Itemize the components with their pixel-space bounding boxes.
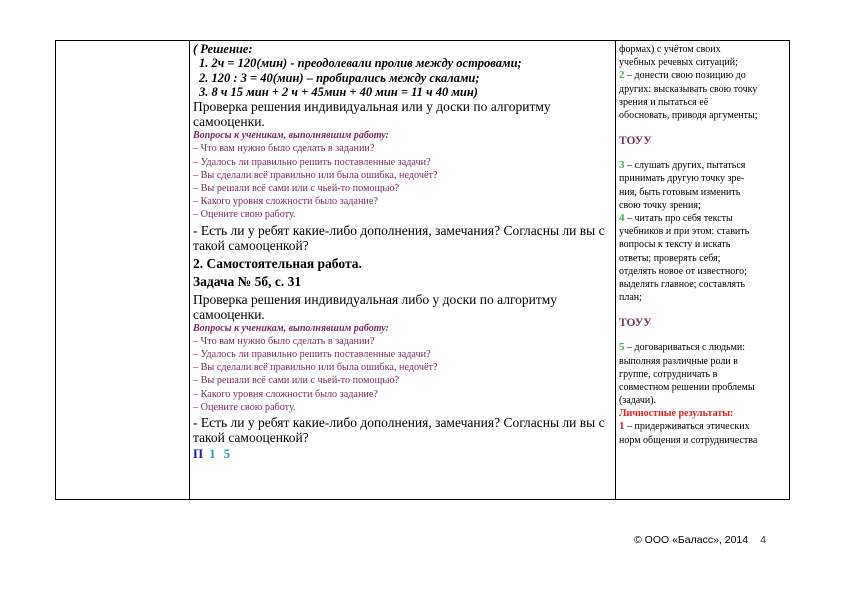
toyy-label: ТОУУ (619, 135, 652, 148)
result-text: – читать про себя тексты (624, 213, 733, 225)
result-text: ния, быть готовым изменить (619, 186, 741, 198)
result-text: выполняя различные роли в (619, 355, 738, 367)
page-footer (634, 534, 766, 546)
result-item-4 (619, 212, 787, 225)
stage-column (56, 41, 189, 499)
question-item: – Вы решали всё сами или с чьей-то помощью? (193, 375, 400, 387)
result-text: формах) с учётом своих (619, 44, 721, 55)
solution-step-1: 1. 2ч = 120(мин) - преодолевали пролив между островами; (199, 56, 522, 71)
result-text: – придерживаться этических (624, 421, 750, 433)
result-text: совместном решении проблемы (619, 382, 755, 394)
additions-question: - Есть ли у ребят какие-либо дополнения, замечания? Согласны ли вы с такой самооценкой? (193, 222, 605, 253)
question-item: – Удалось ли правильно решить поставленные задачи? (193, 156, 431, 168)
result-text: зрения и пытаться её (619, 96, 709, 108)
result-text: других: высказывать свою точку (619, 83, 758, 95)
questions-heading: Вопросы к ученикам, выполнявшим работу: (193, 322, 389, 334)
result-number: 3 (619, 159, 625, 172)
section-heading: 2. Самостоятельная работа. (193, 255, 362, 271)
result-text: принимать другую точку зре- (619, 173, 745, 185)
question-item: – Оцените свою работу. (193, 401, 296, 413)
question-item: – Удалось ли правильно решить поставленные задачи? (193, 349, 431, 361)
solution-block (193, 42, 615, 99)
question-item: – Вы решали всё сами или с чьей-то помощью? (193, 183, 400, 194)
question-item: – Какого уровня сложности было задание? (193, 388, 378, 400)
solution-step-3: 3. 8 ч 15 мин + 2 ч + 45мин + 40 мин = 11 ч 40 мин) (199, 84, 478, 99)
result-item-3 (619, 159, 787, 172)
marker-1: 1 (209, 446, 216, 462)
result-text: – донести свою позицию до (624, 70, 746, 82)
question-item: – Вы сделали всё правильно или была ошибка, недочёт? (193, 362, 438, 374)
result-text: норм общения и сотрудничества (619, 434, 758, 446)
result-item-1 (619, 420, 787, 433)
marker-p: П (193, 446, 204, 462)
result-number: 1 (619, 420, 625, 433)
result-text: обосновать, приводя аргументы; (619, 110, 758, 122)
result-text: свою точку зрения; (619, 199, 701, 211)
result-text: выделять главное; составлять (619, 279, 746, 291)
question-item: – Оцените свою работу. (193, 209, 296, 221)
question-item: – Вы сделали всё правильно или была ошибка, недочёт? (193, 169, 438, 181)
solution-step-2: 2. 120 : 3 = 40(мин) – пробирались между скалами; (199, 70, 480, 85)
result-text: ответы; проверять себя; (619, 252, 721, 264)
result-number: 4 (619, 212, 625, 225)
content-column (193, 42, 615, 500)
result-text: отделять новое от известного; (619, 265, 747, 277)
result-text: учебников и при этом: ставить (619, 226, 750, 238)
additions-question: - Есть ли у ребят какие-либо дополнения, замечания? Согласны ли вы с такой самооценкой? (193, 415, 605, 446)
question-item: – Что вам нужно было сделать в задании? (193, 335, 375, 347)
result-item-5 (619, 341, 787, 354)
toyy-label: ТОУУ (619, 317, 652, 330)
result-text: вопросы к тексту и искать (619, 239, 731, 251)
column-divider (189, 41, 190, 499)
result-number: 2 (619, 69, 625, 82)
questions-heading: Вопросы к ученикам, выполнявшим работу: (193, 130, 389, 142)
lesson-table (55, 40, 790, 500)
check-instruction: Проверка решения индивидуальная либо у доски по алгоритму самооценки. (193, 291, 558, 322)
solution-heading: ( Решение: (193, 42, 253, 56)
result-text: группе, сотрудничать в (619, 368, 718, 380)
result-text: – слушать других, пытаться (624, 160, 746, 172)
copyright-text: © ООО «Баласс», 2014 (634, 534, 749, 546)
result-text: – договариваться с людьми: (624, 342, 746, 354)
result-text: (задачи). (619, 395, 657, 407)
result-text: план; (619, 292, 642, 304)
check-instruction: Проверка решения индивидуальная или у доски по алгоритму самооценки. (193, 99, 551, 130)
results-column (619, 43, 787, 501)
result-text: учебных речевых ситуаций; (619, 57, 738, 69)
skill-markers (193, 446, 615, 462)
column-divider (615, 41, 616, 499)
question-item: – Что вам нужно было сделать в задании? (193, 143, 375, 155)
task-heading: Задача № 5б, с. 31 (193, 273, 302, 289)
marker-5: 5 (223, 446, 231, 462)
result-item-2 (619, 69, 787, 82)
page-number: 4 (760, 534, 766, 546)
question-item: – Какого уровня сложности было задание? (193, 196, 378, 208)
result-number: 5 (619, 341, 625, 354)
personal-results-heading: Личностные результаты: (619, 408, 734, 420)
